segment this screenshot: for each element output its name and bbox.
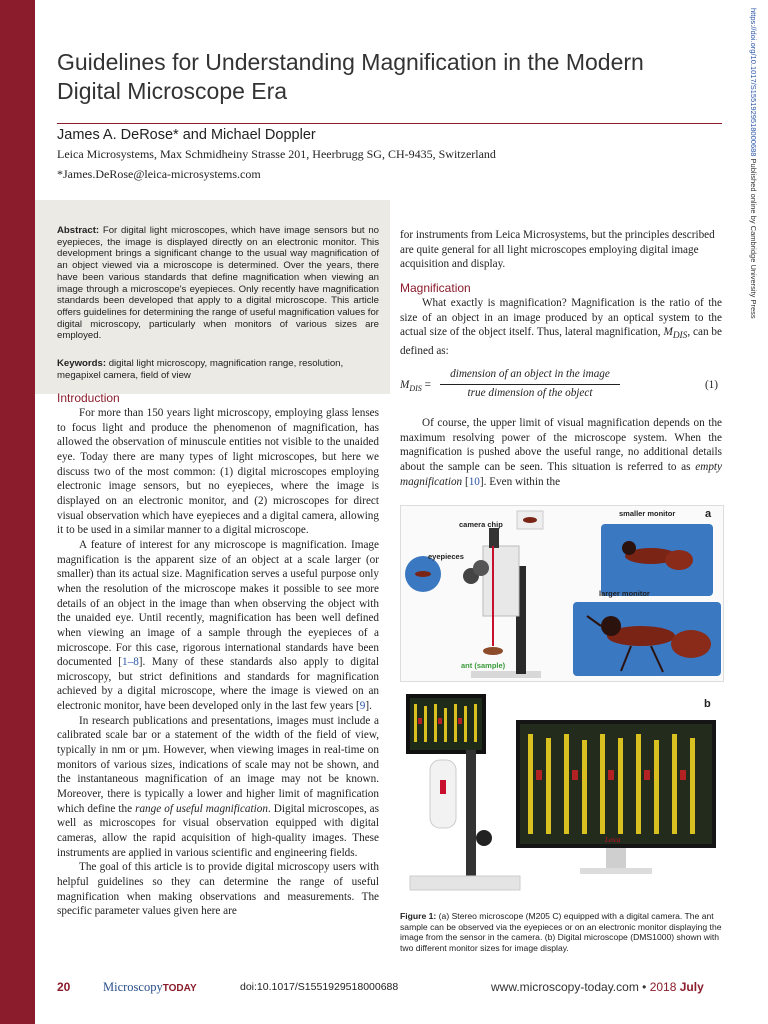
microscope-base xyxy=(410,876,520,890)
callout-eyepieces: eyepieces xyxy=(428,552,464,561)
intro-paragraph-3: In research publications and presentations, images must include a calibrated scale bar or a statement of the width of the field of view, typically in nm or µm. However, when viewing images in real-time on monitors of various sizes, indications of scale may not be shown, and the instantaneous magnification of an image may not be known. Moreover, there is typically a lower and higher limit of magnification which define the range of useful magnification. Digital microscopes, as well as microscopes for visual observation equipped with digital cameras, allow the rapid acquisition of high-quality images. These instruments are applied in various scientific and engineering fields. xyxy=(57,714,379,859)
journal-logo: MicroscopyTODAY xyxy=(103,980,197,994)
callout-ant-sample: ant (sample) xyxy=(461,661,506,670)
equation-numerator: dimension of an object in the image xyxy=(450,368,610,380)
callout-smaller-monitor: smaller monitor xyxy=(619,509,676,518)
col2-continuation: for instruments from Leica Microsystems, but the principles described are quite general for all light microscopes employing digital image acquisition and display. xyxy=(400,229,715,271)
footer-doi: doi:10.1017/S1551929518000688 xyxy=(240,981,399,993)
abstract-label: Abstract: xyxy=(57,225,100,236)
callout-larger-monitor: larger monitor xyxy=(599,589,650,598)
left-color-bar xyxy=(0,0,35,1024)
equation-number: (1) xyxy=(704,379,718,391)
figure-1a xyxy=(400,505,724,682)
caption-text: (a) Stereo microscope (M205 C) equipped with a digital camera. The ant sample can be observed via the eyepieces or on an electronic monitor displaying the image from the sensor in the camera. (b) Digital microscope (DMS1000) shown with two different monitor sizes for image display. xyxy=(400,911,722,953)
microscope-body xyxy=(483,546,519,616)
citation-link[interactable]: 10 xyxy=(468,475,480,488)
intro-heading: Introduction xyxy=(57,391,120,405)
citation-link[interactable]: 1–8 xyxy=(122,656,139,669)
side-doi-link[interactable]: https://doi.org/10.1017/S1551929518000688 xyxy=(749,8,758,157)
citation-link[interactable]: 9 xyxy=(359,700,366,713)
equation-1: $M_{DIS}$ = dimension of an object in the image true dimension of the object (1) xyxy=(400,368,718,399)
camera-head xyxy=(489,528,499,548)
microscope-stand xyxy=(466,750,476,880)
email[interactable]: *James.DeRose@leica-microsystems.com xyxy=(57,167,261,181)
intro-body xyxy=(57,406,379,919)
keywords-label: Keywords: xyxy=(57,358,107,369)
intro-paragraph-1: For more than 150 years light microscopy, employing glass lenses to focus light and produce the phenomenon of magnification, has allowed the observation of minuscule entities not visible to the unaided eye. Today there are many types of light microscopes, but here we discuss two of the most common: (1) digital microscopes employing electronic image sensors, but no eyepieces, where the image is displayed on an electronic monitor, and (2) microscopes for direct visual observation which have eyepieces and a digital camera, allowing it to be used in a similar manner to a digital microscope. xyxy=(57,407,379,537)
figure-1a-illustration xyxy=(401,506,723,681)
caption-label: Figure 1: xyxy=(400,911,437,921)
magnification-paragraph-2: Of course, the upper limit of visual magnification depends on the maximum resolving power of the microscope system. When the magnification is pushed above the useful range, no additional details about the sample can be seen. This situation is referred to as empty magnification [10]. Even within the xyxy=(400,417,722,488)
keywords-text: digital light microscopy, magnification range, resolution, megapixel camera, field of view xyxy=(57,358,344,381)
title-rule xyxy=(57,123,722,124)
footer-website: www.microscopy-today.com • 2018 July xyxy=(491,980,704,994)
magnification-paragraph-1: What exactly is magnification? Magnification is the ratio of the size of an object in an image produced by an optical system to the actual size of the object itself. Thus, lateral magnification, $M_{DIS}$, can be defined as: xyxy=(400,297,722,358)
figure-panel-a-label: a xyxy=(705,508,712,520)
eyepiece-right xyxy=(473,560,489,576)
abstract-text: For digital light microscopes, which have image sensors but no eyepieces, the image is displayed directly on an electronic monitor. This development brings a significant change to the usual way magnification of an object viewed via a microscope is determined. Over the years, there have been various standards that define magnification when viewing an image through a microscope's eyepieces. Only recently have magnification standards been developed that apply to a digital microscope. This article offers guidelines for determining the range of useful magnification values for digital microscopy, particularly when monitors of various sizes are employed. xyxy=(57,225,379,342)
microscope-base xyxy=(471,671,541,678)
article-title: Guidelines for Understanding Magnification in the Modern Digital Microscope Era xyxy=(57,49,644,104)
keywords xyxy=(57,358,379,381)
figure-1b-illustration xyxy=(400,690,722,905)
intro-paragraph-2: A feature of interest for any microscope is magnification. Image magnification is the apparent size of an object at a scale larger (or smaller) than its actual size. Magnification serves a useful purpose only when the resolution of the microscope makes it possible to see more details of an object in the image than when observing the object with the unaided eye. Until recently, magnification has been well defined when viewing an image of a sample through the eyepieces of a microscope. For this case, rigorous international standards have been documented [1–8]. Many of these standards also apply to digital microscopy, but strict definitions and standards for magnification achieved by a digital microscope, where the image is viewed on an electronic monitor, have been developed only in the last few years [9]. xyxy=(57,538,379,713)
page-number: 20 xyxy=(57,980,71,994)
authors: James A. DeRose* and Michael Doppler xyxy=(57,127,316,143)
abstract xyxy=(57,225,379,342)
figure-caption xyxy=(400,911,722,953)
side-published-text: Published online by Cambridge University Press xyxy=(749,156,758,319)
side-publication-note xyxy=(742,8,762,348)
leica-logo: Leica xyxy=(605,836,621,844)
magnification-heading: Magnification xyxy=(400,281,471,295)
callout-camera-chip: camera chip xyxy=(459,520,503,529)
equation-denominator: true dimension of the object xyxy=(467,387,593,399)
ant-sample xyxy=(483,647,503,655)
affiliation: Leica Microsystems, Max Schmidheiny Strasse 201, Heerbrugg SG, CH-9435, Switzerland xyxy=(57,147,496,161)
figure-panel-b-label: b xyxy=(704,698,711,710)
figure-1b xyxy=(400,690,722,905)
website-link[interactable]: www.microscopy-today.com xyxy=(491,980,639,994)
intro-paragraph-4: The goal of this article is to provide digital microscopy users with helpful guidelines so they can determine the range of useful magnification when making observations and measurements. The specific parameter values given here are xyxy=(57,861,379,918)
